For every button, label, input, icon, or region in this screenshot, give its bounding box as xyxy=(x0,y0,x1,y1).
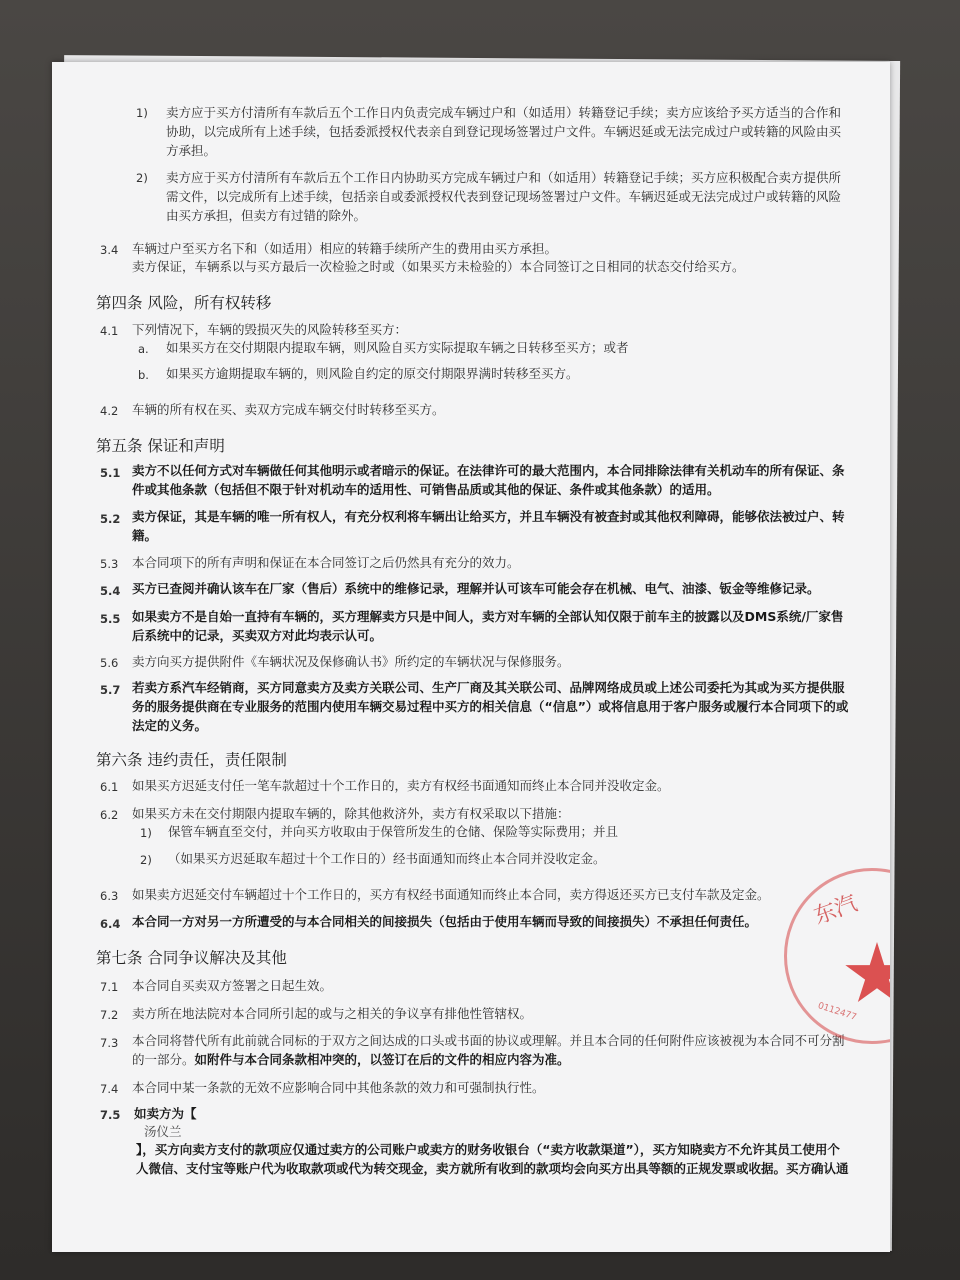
clause-number: 7.2 xyxy=(100,1008,119,1022)
clause-number: 5.1 xyxy=(100,466,121,480)
clause-text: 后系统中的记录，买卖双方对此均表示认可。 xyxy=(132,628,383,643)
clause-number: 6.2 xyxy=(100,808,119,822)
clause-text: 籍。 xyxy=(132,528,158,543)
clause-text: 下列情况下，车辆的毁损灭失的风险转移至买方： xyxy=(132,322,408,337)
clause-text: 如果买方在交付期限内提取车辆，则风险自买方实际提取车辆之日转移至买方；或者 xyxy=(166,340,629,355)
clause-text: 车辆过户至买方名下和（如适用）相应的转籍手续所产生的费用由买方承担。 xyxy=(132,241,558,256)
clause-number: 5.2 xyxy=(100,512,121,526)
clause-number: 4.2 xyxy=(100,404,119,418)
clause-number: 6.1 xyxy=(100,780,119,794)
clause-number: 5.7 xyxy=(100,683,121,697)
clause-text: （如果买方迟延取车超过十个工作日的）经书面通知而终止本合同并没收定金。 xyxy=(168,851,606,866)
clause-text: 保管车辆直至交付，并向买方收取由于保管所发生的仓储、保险等实际费用；并且 xyxy=(168,824,619,839)
clause-text: 本合同中某一条款的无效不应影响合同中其他条款的效力和可强制执行性。 xyxy=(132,1080,545,1095)
section-heading: 第六条 违约责任，责任限制 xyxy=(96,751,287,769)
section-heading: 第五条 保证和声明 xyxy=(96,437,225,455)
section-heading: 第四条 风险，所有权转移 xyxy=(96,294,272,312)
clause-number: 5.5 xyxy=(100,612,121,626)
clause-text: 如卖方为【 xyxy=(134,1106,197,1121)
item-number: a. xyxy=(138,342,149,356)
clause-text: 如果卖方迟延交付车辆超过十个工作日的，买方有权经书面通知而终止本合同，卖方得返还买方已支付车款及定金。 xyxy=(132,887,770,902)
clause-text: 卖方应于买方付清所有车款后五个工作日内协助买方完成车辆过户和（如适用）转籍登记手续；买方应积极配合卖方提供所 xyxy=(166,170,842,185)
clause-number: 7.1 xyxy=(100,980,119,994)
clause-text: 务的服务提供商在专业服务的范围内使用车辆交易过程中买方的相关信息（“信息”）或将信息用于客户服务或履行本合同项下的或 xyxy=(132,699,849,714)
clause-text: 法定的义务。 xyxy=(132,718,208,733)
clause-number: 6.3 xyxy=(100,889,119,903)
item-number: 2) xyxy=(136,171,148,185)
clause-text-bold: 如附件与本合同条款相冲突的，以签订在后的文件的相应内容为准。 xyxy=(194,1052,570,1067)
clause-text: 如果买方逾期提取车辆的，则风险自约定的原交付期限界满时转移至买方。 xyxy=(166,366,579,381)
clause-text: 本合同项下的所有声明和保证在本合同签订之后仍然具有充分的效力。 xyxy=(132,555,520,570)
clause-number: 6.4 xyxy=(100,917,121,931)
clause-text: 卖方向买方提供附件《车辆状况及保修确认书》所约定的车辆状况与保修服务。 xyxy=(132,654,570,669)
clause-number: 4.1 xyxy=(100,324,119,338)
clause-text: 卖方所在地法院对本合同所引起的或与之相关的争议享有排他性管辖权。 xyxy=(132,1006,533,1021)
clause-text: 人微信、支付宝等账户代为收取款项或代为转交现金，卖方就所有收到的款项均会向买方出具等额的正规发票或收据。买方确认通 xyxy=(136,1161,849,1176)
clause-text: 】，买方向卖方支付的款项应仅通过卖方的公司账户或卖方的财务收银台（“卖方收款渠道”），买方知晓卖方不允许其员工使用个 xyxy=(136,1142,840,1157)
clause-number: 7.3 xyxy=(100,1036,119,1050)
clause-text: 方承担。 xyxy=(166,143,217,158)
clause-text: 卖方不以任何方式对车辆做任何其他明示或者暗示的保证。在法律许可的最大范围内，本合同排除法律有关机动车的所有保证、条 xyxy=(132,463,845,478)
clause-text: 买方已查阅并确认该车在厂家（售后）系统中的维修记录，理解并认可该车可能会存在机械、电气、油漆、钣金等维修记录。 xyxy=(132,581,820,596)
clause-text: 车辆的所有权在买、卖双方完成车辆交付时转移至买方。 xyxy=(132,402,445,417)
clause-text: 如果买方未在交付期限内提取车辆的，除其他救济外，卖方有权采取以下措施： xyxy=(132,806,570,821)
seller-name-field: 汤仪兰 xyxy=(144,1124,182,1139)
item-number: 2) xyxy=(140,853,152,867)
section-heading: 第七条 合同争议解决及其他 xyxy=(96,949,287,967)
clause-text: 如果卖方不是自始一直持有车辆的，买方理解卖方只是中间人，卖方对车辆的全部认知仅限于前车主的披露以及DMS系统/厂家售 xyxy=(132,609,844,624)
item-number: b. xyxy=(138,368,149,382)
clause-text: 卖方应于买方付清所有车款后五个工作日内负责完成车辆过户和（如适用）转籍登记手续；卖方应该给予买方适当的合作和 xyxy=(166,105,842,120)
clause-text: 协助，以完成所有上述手续，包括委派授权代表亲自到登记现场签署过户文件。车辆迟延或无法完成过户或转籍的风险由买 xyxy=(166,124,842,139)
clause-text: 如果买方迟延支付任一笔车款超过十个工作日的，卖方有权经书面通知而终止本合同并没收定金。 xyxy=(132,778,670,793)
clause-text: 若卖方系汽车经销商，买方同意卖方及卖方关联公司、生产厂商及其关联公司、品牌网络成员或上述公司委托为其或为买方提供服 xyxy=(132,680,845,695)
clause-text: 本合同一方对另一方所遭受的与本合同相关的间接损失（包括由于使用车辆而导致的间接损失）不承担任何责任。 xyxy=(132,914,758,929)
seal-text: 东汽 xyxy=(810,891,861,930)
clause-number: 5.3 xyxy=(100,557,119,571)
clause-text: 由买方承担，但卖方有过错的除外。 xyxy=(166,208,367,223)
item-number: 1) xyxy=(140,826,152,840)
clause-number: 3.4 xyxy=(100,243,119,257)
clause-number: 7.4 xyxy=(100,1082,119,1096)
seal-number: 0112477 xyxy=(816,1001,858,1023)
clause-text-part: 的一部分。 xyxy=(132,1052,195,1067)
clause-text: 需文件，以完成所有上述手续，包括亲自或委派授权代表到登记现场签署过户文件。车辆迟延或无法完成过户或转籍的风险 xyxy=(166,189,842,204)
clause-number: 5.6 xyxy=(100,656,119,670)
clause-text xyxy=(132,1052,570,1068)
clause-text: 本合同将替代所有此前就合同标的于双方之间达成的口头或书面的协议或理解。并且本合同的任何附件应该被视为本合同不可分割 xyxy=(132,1033,845,1048)
clause-text: 本合同自买卖双方签署之日起生效。 xyxy=(132,978,333,993)
clause-number: 7.5 xyxy=(100,1108,121,1122)
clause-text: 卖方保证，车辆系以与买方最后一次检验之时或（如果买方未检验的）本合同签订之日相同的状态交付给买方。 xyxy=(132,259,745,274)
clause-text: 件或其他条款（包括但不限于针对机动车的适用性、可销售品质或其他的保证、条件或其他条款）的适用。 xyxy=(132,482,720,497)
clause-number: 5.4 xyxy=(100,584,121,598)
contract-page xyxy=(52,62,890,1252)
item-number: 1) xyxy=(136,106,148,120)
clause-text: 卖方保证，其是车辆的唯一所有权人，有充分权利将车辆出让给买方，并且车辆没有被查封或其他权利障碍，能够依法被过户、转 xyxy=(132,509,845,524)
